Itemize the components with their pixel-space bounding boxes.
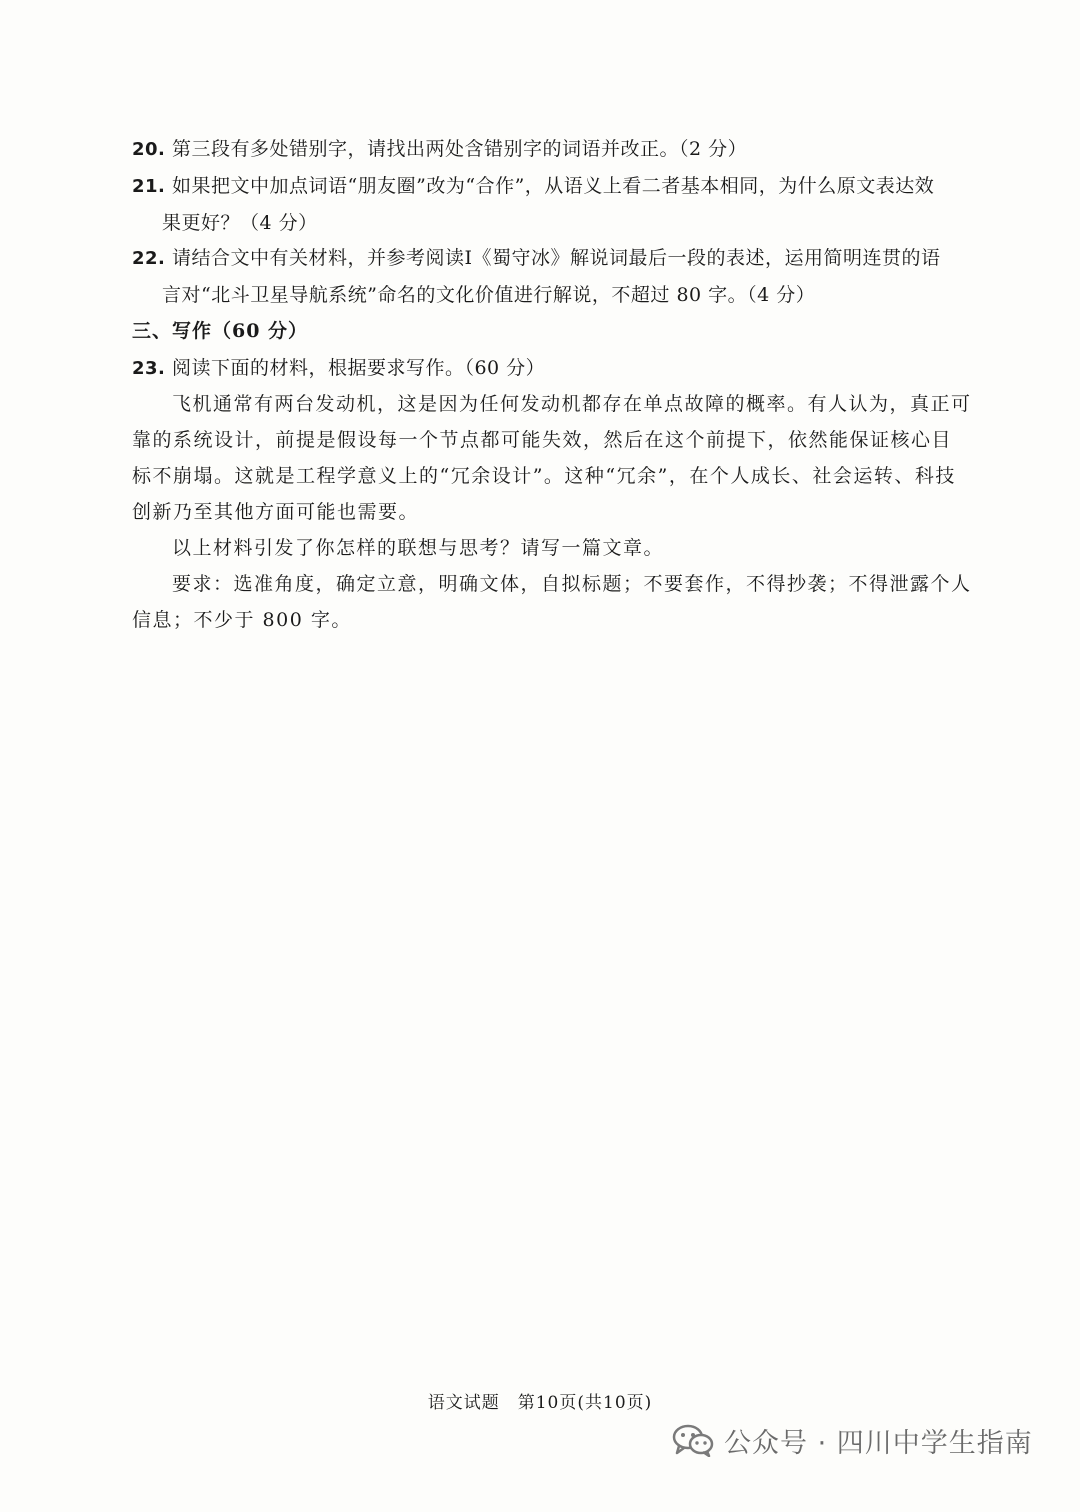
question-text-line1: 请结合文中有关材料，并参考阅读Ⅰ《蜀守冰》解说词最后一段的表述，运用简明连贯的语: [171, 247, 941, 269]
writing-prompt: [132, 530, 972, 638]
question-number: 21.: [132, 176, 166, 197]
section-title: 三、写作（60 分）: [132, 320, 309, 342]
wechat-icon: [672, 1423, 714, 1457]
prompt-paragraph: 以上材料引发了你怎样的联想与思考？请写一篇文章。: [172, 537, 665, 559]
watermark: [672, 1420, 1033, 1460]
question-number: 22.: [132, 248, 166, 269]
question-text-line2: 果更好？（4 分）: [162, 212, 318, 234]
question-23: [132, 350, 972, 387]
watermark-text: 公众号 · 四川中学生指南: [724, 1427, 1033, 1459]
question-text-line1: 如果把文中加点词语“朋友圈”改为“合作”，从语义上看二者基本相同，为什么原文表达效: [171, 175, 935, 197]
question-22: [132, 240, 972, 313]
writing-material: [132, 386, 972, 530]
question-text-line2: 言对“北斗卫星导航系统”命名的文化价值进行解说，不超过 80 字。（4 分）: [162, 284, 816, 306]
question-20: [132, 131, 972, 168]
question-text: 第三段有多处错别字，请找出两处含错别字的词语并改正。（2 分）: [171, 138, 748, 160]
question-21: [132, 168, 972, 241]
page-footer: 语文试题 第10页(共10页): [427, 1393, 653, 1413]
question-number: 20.: [132, 139, 166, 160]
material-paragraph: 飞机通常有两台发动机，这是因为任何发动机都存在单点故障的概率。有人认为，真正可靠的系统设计，前提是假设每一个节点都可能失效，然后在这个前提下，依然能保证核心目标不崩塌。这就是工程学意义上的“冗余设计”。这种“冗余”，在个人成长、社会运转、科技创新乃至其他方面可能也需要。: [132, 393, 972, 523]
question-text: 阅读下面的材料，根据要求写作。（60 分）: [171, 357, 546, 379]
requirements-paragraph: 要求：选准角度，确定立意，明确文体，自拟标题；不要套作，不得抄袭；不得泄露个人信息；不少于 800 字。: [132, 573, 972, 631]
question-number: 23.: [132, 358, 166, 379]
